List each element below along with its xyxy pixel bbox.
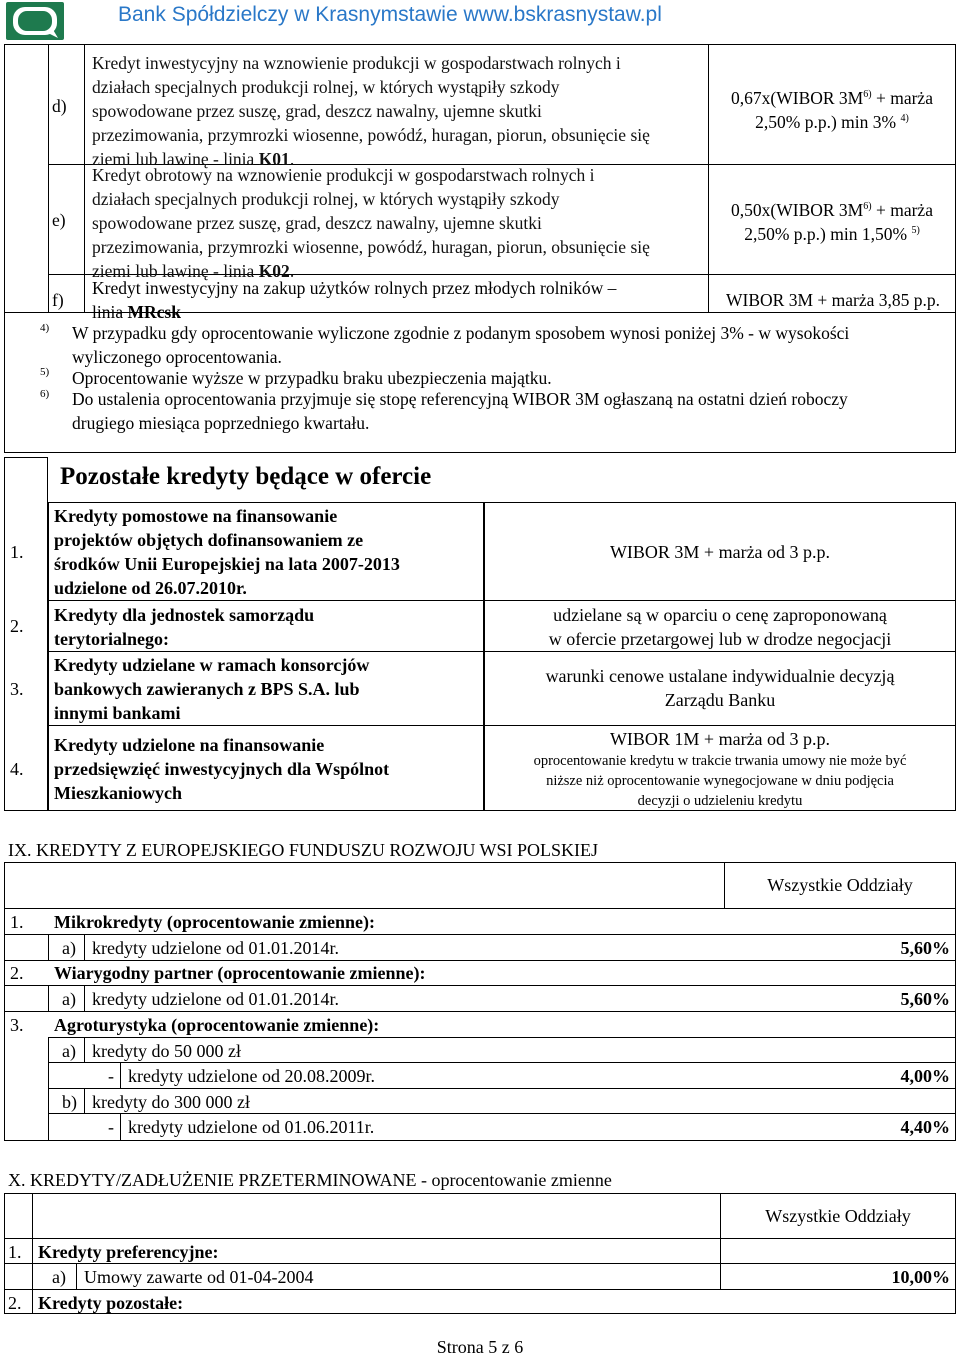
ix-row-3a-value: 4,00% xyxy=(900,1066,950,1086)
row-f-description: Kredyt inwestycyjny na zakup użytków rolnych przez młodych rolników – linia MRcsk xyxy=(92,278,617,322)
other-row-2-terms: udzielane są w oparciu o cenę zaproponowaną w ofercie przetargowej lub w drodze negocjacji xyxy=(548,605,892,649)
page-header xyxy=(0,0,960,40)
x-row-1a-value: 10,00% xyxy=(891,1267,950,1287)
ix-row-3-num: 3. xyxy=(10,1015,24,1035)
bank-website-link[interactable]: www.bskrasnystaw.pl xyxy=(463,3,662,26)
ix-row-2-text: Wiarygodny partner (oprocentowanie zmienne): xyxy=(54,963,426,983)
header-title xyxy=(118,3,662,27)
ix-row-1-text: Mikrokredyty (oprocentowanie zmienne): xyxy=(54,912,375,932)
ix-row-2-num: 2. xyxy=(10,963,24,983)
x-row-1-text: Kredyty preferencyjne: xyxy=(38,1242,219,1262)
ix-row-1a-text: kredyty udzielone od 01.01.2014r. xyxy=(92,938,339,958)
x-row-2-text: Kredyty pozostałe: xyxy=(38,1293,184,1313)
bank-name: Bank Spółdzielczy w Krasnymstawie xyxy=(118,3,458,26)
ix-row-3b-text: kredyty do 300 000 zł xyxy=(92,1092,250,1112)
section-x-column-header: Wszystkie Oddziały xyxy=(765,1206,911,1226)
ix-row-1-num: 1. xyxy=(10,912,24,932)
other-row-3-num: 3. xyxy=(10,679,24,699)
footnote-4-text: W przypadku gdy oprocentowanie wyliczone zgodnie z podanym sposobem wynosi poniżej 3% - w wysokości wyliczonego oprocentowania. xyxy=(72,323,850,367)
x-row-1a-text: Umowy zawarte od 01-04-2004 xyxy=(84,1267,314,1287)
ix-row-1a-value: 5,60% xyxy=(900,938,950,958)
ix-row-3a-dash: - xyxy=(108,1066,114,1086)
ix-row-2a-value: 5,60% xyxy=(900,989,950,1009)
ix-row-3b-letter: b) xyxy=(62,1092,77,1112)
ix-row-3a-text: kredyty do 50 000 zł xyxy=(92,1041,241,1061)
row-e-rate: 0,50x(WIBOR $3M^{6)}$ + marża 2,50% p.p.) min 1,50% $^{5)}$ xyxy=(731,200,933,244)
row-f-letter: f) xyxy=(52,290,64,310)
section-ix-column-header: Wszystkie Oddziały xyxy=(767,875,913,895)
other-row-1-num: 1. xyxy=(10,542,24,562)
page-number: Strona 5 z 6 xyxy=(436,1337,524,1357)
x-row-1-num: 1. xyxy=(8,1242,22,1262)
ix-row-3-text: Agroturystyka (oprocentowanie zmienne): xyxy=(54,1015,380,1035)
ix-row-2a-letter: a) xyxy=(62,989,76,1009)
ix-row-3a-letter: a) xyxy=(62,1041,76,1061)
footnote-4-mark: 4) xyxy=(40,322,50,334)
row-d-rate: 0,67x(WIBOR $3M^{6)}$ + marża 2,50% p.p.) min 3% $^{4)}$ xyxy=(731,88,933,132)
ix-row-3b-value: 4,40% xyxy=(900,1117,950,1137)
ix-row-2a-text: kredyty udzielone od 01.01.2014r. xyxy=(92,989,339,1009)
other-row-4-terms: WIBOR 1M + marża od 3 p.p. oprocentowanie kredytu w trakcie trwania umowy nie może być niższe niż oprocentowanie wynegocjowane w dniu podjęcia decyzji o udzieleniu kredytu xyxy=(533,729,907,809)
ix-row-3a-sub-text: kredyty udzielone od 20.08.2009r. xyxy=(128,1066,375,1086)
section-x-title: X. KREDYTY/ZADŁUŻENIE PRZETERMINOWANE - oprocentowanie zmienne xyxy=(8,1170,612,1190)
x-row-1a-letter: a) xyxy=(52,1267,66,1287)
row-e-letter: e) xyxy=(52,210,66,230)
other-row-4-name: Kredyty udzielone na finansowanie przedsięwzięć inwestycyjnych dla Wspólnot Mieszkaniowych xyxy=(54,735,390,803)
row-d-description: Kredyt inwestycyjny na wznowienie produkcji w gospodarstwach rolnych i działach specjalnych produkcji rolnej, w których wystąpiły szkody spowodowane przez suszę, grad, deszcz nawalny, ujemne skutki przezimowania, przymrozki wiosenne, powódź, huragan, piorun, obsunięcie się ziemi lub lawinę - linia K01. xyxy=(92,53,650,169)
ix-row-1a-letter: a) xyxy=(62,938,76,958)
section-ix-title: IX. KREDYTY Z EUROPEJSKIEGO FUNDUSZU ROZWOJU WSI POLSKIEJ xyxy=(8,840,599,860)
ix-row-3b-dash: - xyxy=(108,1117,114,1137)
other-row-2-name: Kredyty dla jednostek samorządu terytorialnego: xyxy=(54,605,315,649)
other-row-2-num: 2. xyxy=(10,616,24,636)
footnote-5-mark: 5) xyxy=(40,366,50,378)
other-credits-title: Pozostałe kredyty będące w ofercie xyxy=(60,463,432,490)
row-d-letter: d) xyxy=(52,96,67,116)
row-f-rate: WIBOR 3M + marża 3,85 p.p. xyxy=(726,290,940,310)
other-row-3-name: Kredyty udzielane w ramach konsorcjów bankowych zawieranych z BPS S.A. lub innymi bankami xyxy=(54,655,370,723)
x-row-2-num: 2. xyxy=(8,1293,22,1313)
other-row-1-terms: WIBOR 3M + marża od 3 p.p. xyxy=(609,542,831,562)
footnote-6-text: Do ustalenia oprocentowania przyjmuje się stopę referencyjną WIBOR 3M ogłaszaną na ostatni dzień roboczy drugiego miesiąca poprzedniego kwartału. xyxy=(72,389,848,433)
ix-row-3b-sub-text: kredyty udzielone od 01.06.2011r. xyxy=(128,1117,375,1137)
bank-logo-icon xyxy=(6,2,64,40)
other-row-4-num: 4. xyxy=(10,759,24,779)
footnote-6-mark: 6) xyxy=(40,388,50,400)
other-row-1-name: Kredyty pomostowe na finansowanie projektów objętych dofinansowaniem ze środków Unii Europejskiej na lata 2007-2013 udzielone od 26.07.2010r. xyxy=(54,506,400,598)
footnote-5-text: Oprocentowanie wyższe w przypadku braku ubezpieczenia majątku. xyxy=(72,368,552,388)
row-e-description: Kredyt obrotowy na wznowienie produkcji w gospodarstwach rolnych i działach specjalnych produkcji rolnej, w których wystąpiły szkody spowodowane przez suszę, grad, deszcz nawalny, ujemne skutki przezimowania, przymrozki wiosenne, powódź, huragan, piorun, obsunięcie się ziemi lub lawinę - linia K02. xyxy=(92,165,650,281)
other-row-3-terms: warunki cenowe ustalane indywidualnie decyzją Zarządu Banku xyxy=(545,666,895,710)
